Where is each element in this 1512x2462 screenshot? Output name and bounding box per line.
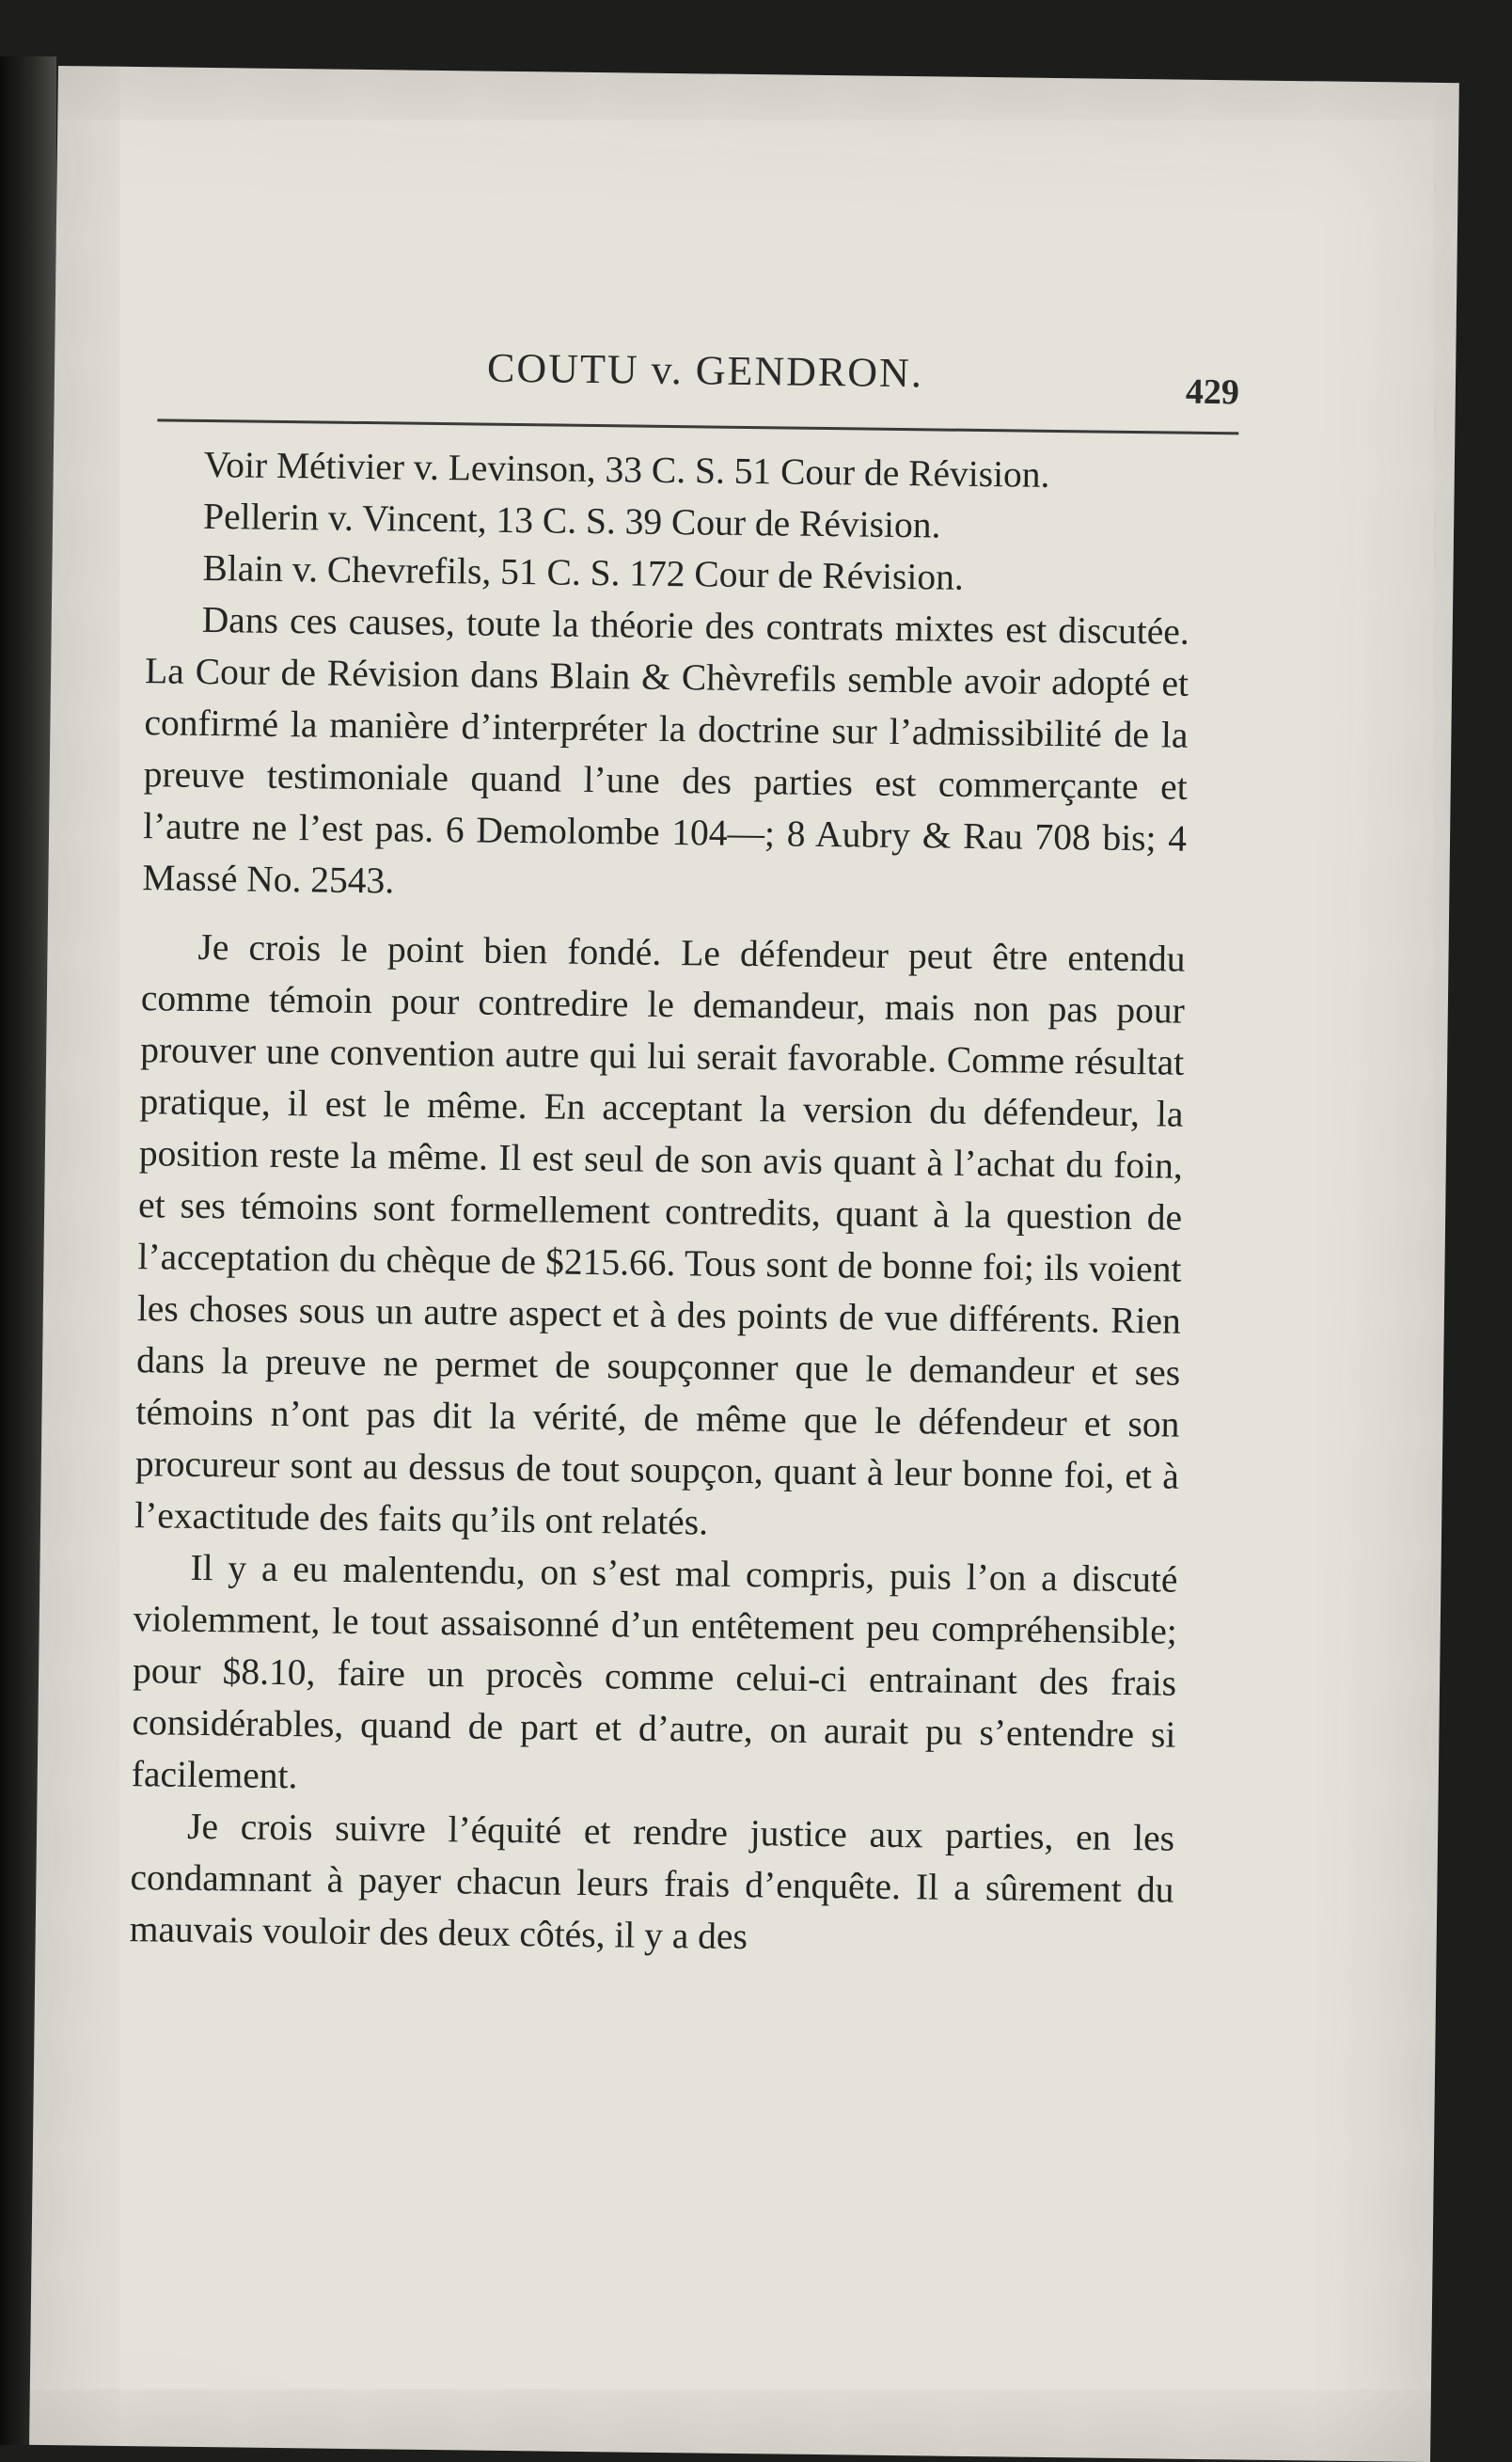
book-page — [29, 66, 1459, 2462]
paragraph: Dans ces causes, toute la théorie des contrats mixtes est discutée. La Cour de Révision dans Blain & Chèvrefils semble avoir adopté et confirmé la manière d’interpréter la doctrine sur l’admissibilité de la preuve testimoniale quand l’une des parties est commerçante et l’autre ne l’est pas. 6 Demolombe 104—; 8 Aubry & Rau 708 bis; 4 Massé No. 2543. — [142, 598, 1190, 902]
page-header — [157, 339, 1239, 447]
citation-line: Voir Métivier v. Levinson, 33 C. S. 51 Cour de Révision. — [203, 443, 1050, 496]
citation-line: Pellerin v. Vincent, 13 C. S. 39 Cour de Révision. — [202, 495, 941, 546]
running-title: COUTU v. GENDRON. — [486, 344, 924, 397]
citation-line: Blain v. Chevrefils, 51 C. S. 172 Cour de Révision. — [202, 546, 965, 598]
paragraph: Il y a eu malentendu, on s’est mal compris, puis l’on a discuté violemment, le tout assaisonné d’un entêtement peu compréhensible; pour $8.10, faire un procès comme celui-ci entrainant des frais considérables, quand de part et d’autre, on aurait pu s’entendre si facilement. — [131, 1546, 1178, 1797]
page-number: 429 — [1185, 371, 1240, 413]
paragraph: Je crois suivre l’équité et rendre justice aux parties, en les condamnant à payer chacun leurs frais d’enquête. Il a sûrement du mauvais vouloir des deux côtés, il y a des — [129, 1805, 1175, 1958]
page-body — [129, 438, 1191, 1967]
header-rule — [157, 418, 1238, 434]
paragraph: Je crois le point bien fondé. Le défendeur peut être entendu comme témoin pour contredire le demandeur, mais non pas pour prouver une convention autre qui lui serait favorable. Comme résultat pratique, il est le même. En acceptant la version du défendeur, la position reste la même. Il est seul de son avis quant à l’achat du foin, et ses témoins sont formellement contredits, quant à la question de l’acceptation du chèque de $215.66. Tous sont de bonne foi; ils voient les choses sous un autre aspect et à des points de vue différents. Rien dans la preuve ne permet de soupçonner que le demandeur et ses témoins n’ont pas dit la vérité, de même que le défendeur et son procureur sont au dessus de tout soupçon, quant à leur bonne foi, et à l’exactitude des faits qu’ils ont relatés. — [134, 925, 1186, 1543]
